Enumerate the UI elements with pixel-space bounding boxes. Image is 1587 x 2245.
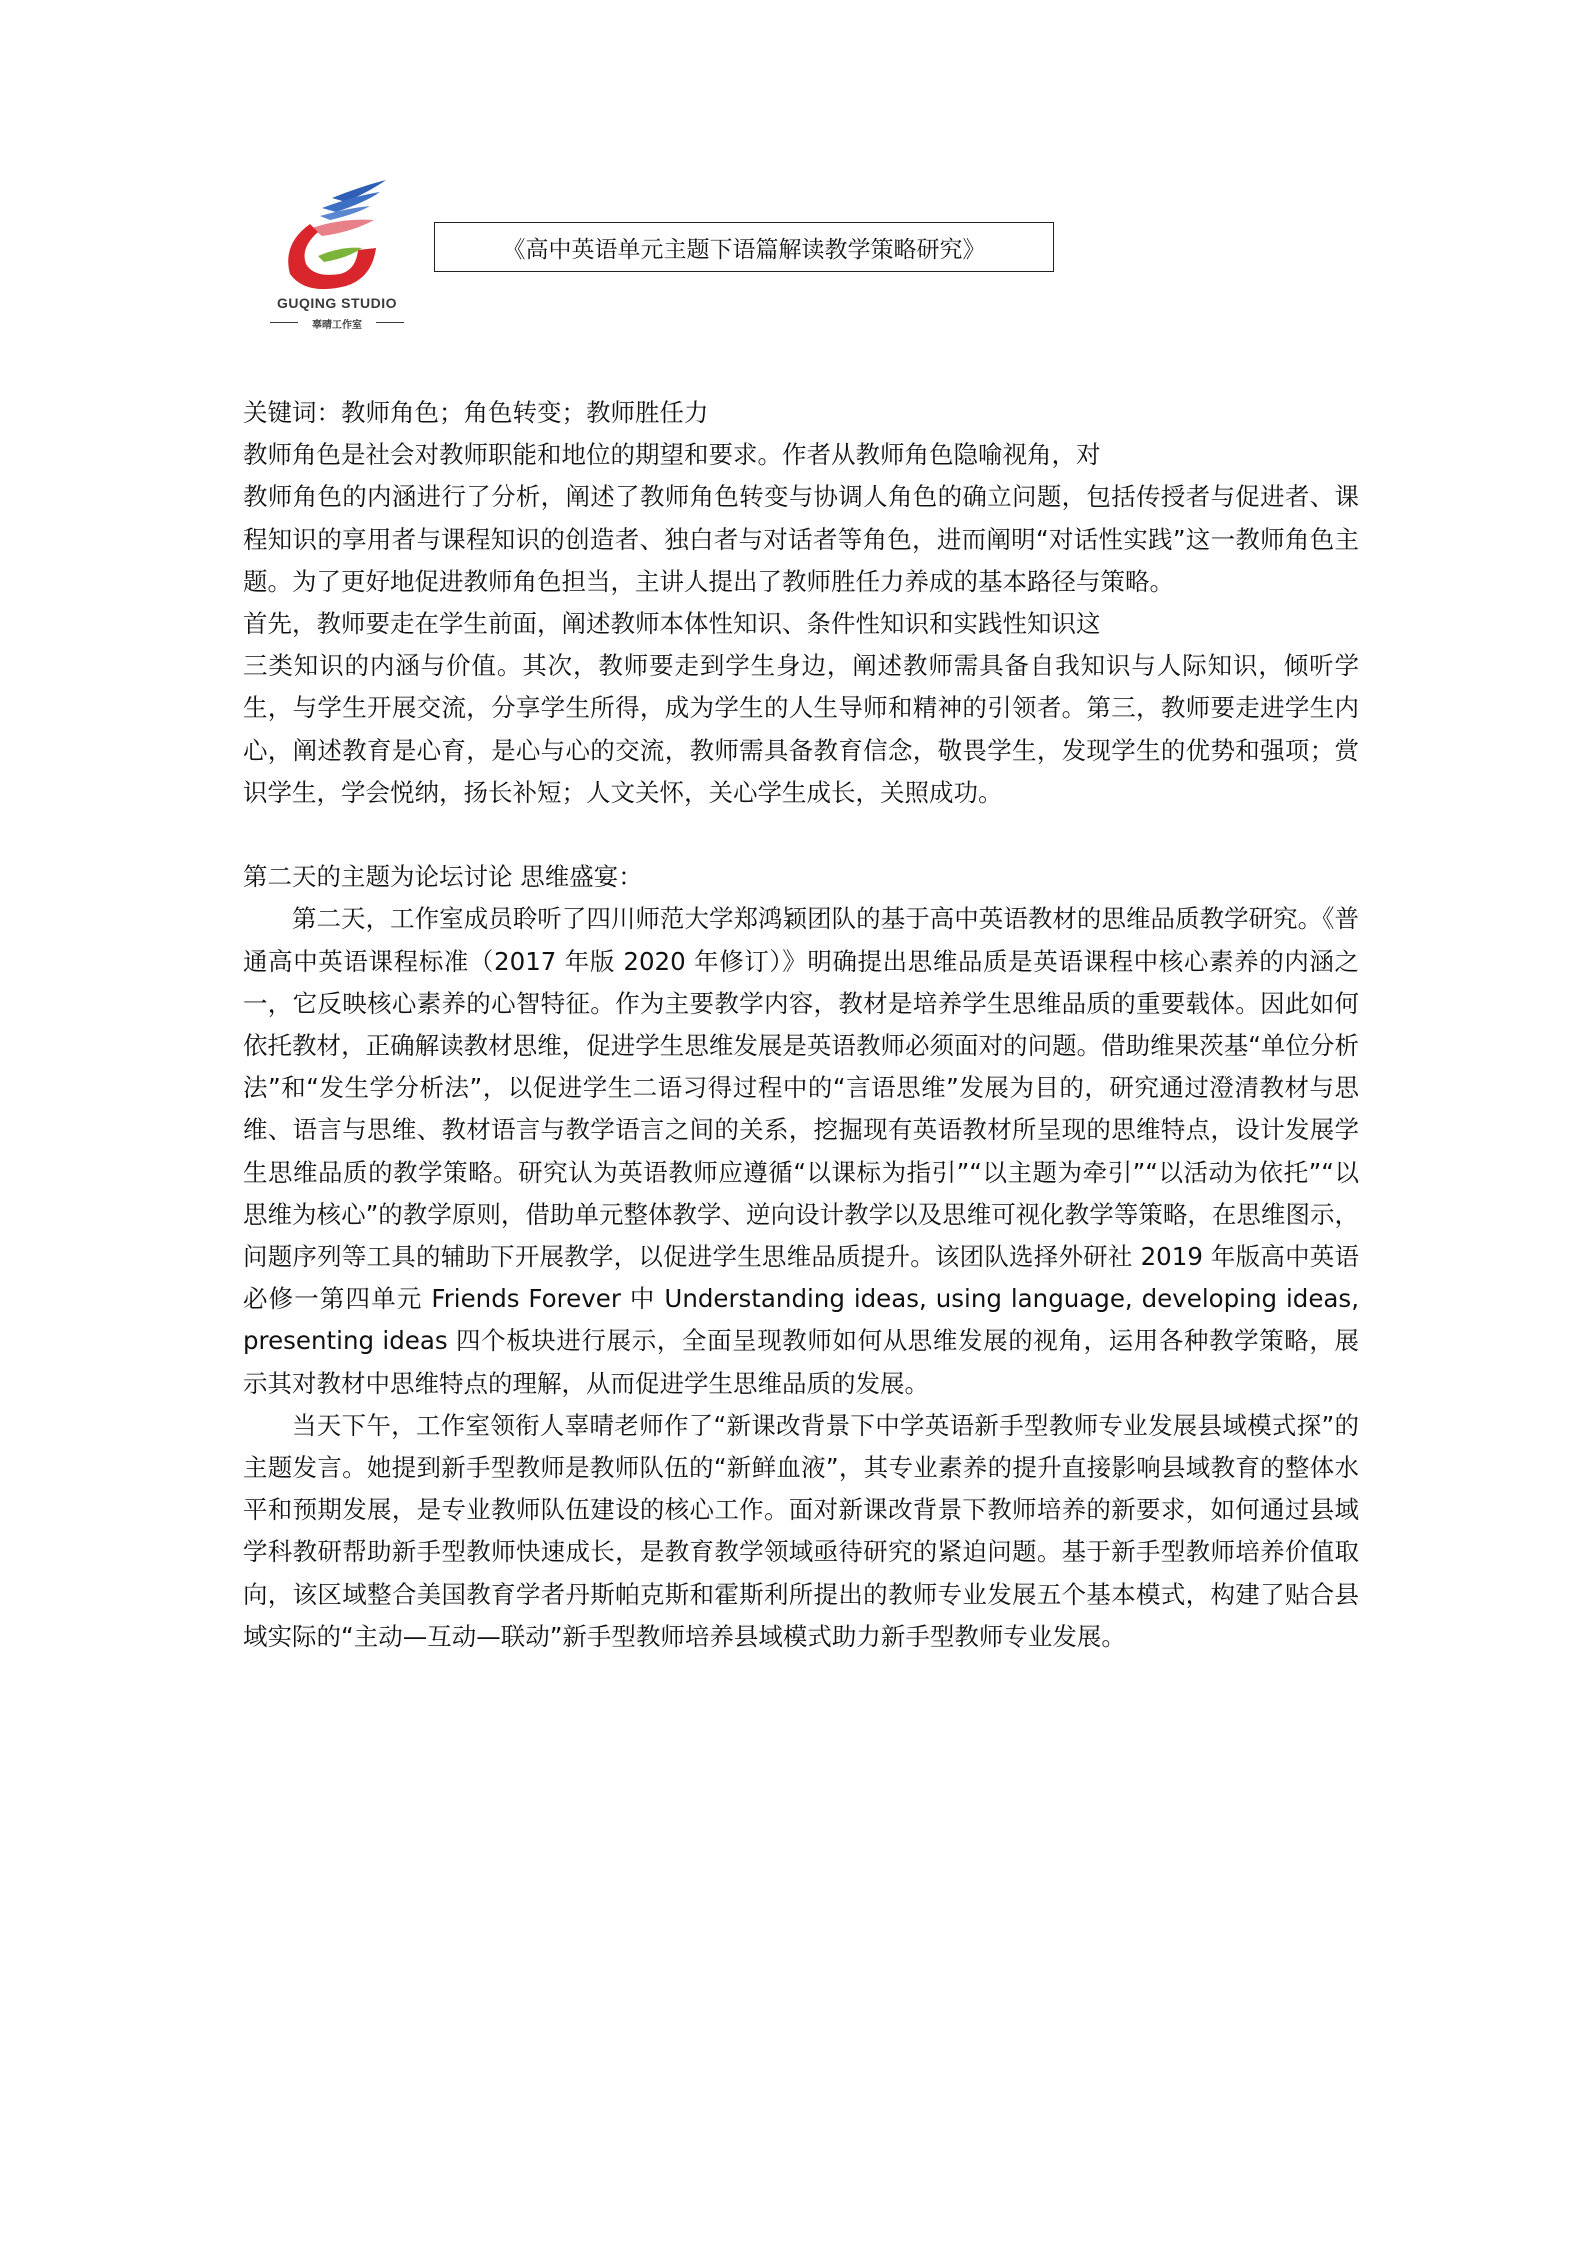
keywords-line: 关键词：教师角色；角色转变；教师胜任力 bbox=[243, 398, 709, 427]
body-paragraph: 教师角色的内涵进行了分析，阐述了教师角色转变与协调人角色的确立问题，包括传授者与促进者、课程知识的享用者与课程知识的创造者、独白者与对话者等角色，进而阐明“对话性实践”这一教师角色主题。为了更好地促进教师角色担当，主讲人提出了教师胜任力养成的基本路径与策略。 bbox=[243, 482, 1359, 596]
body-line: 首先，教师要走在学生前面，阐述教师本体性知识、条件性知识和实践性知识这 bbox=[243, 609, 1101, 639]
logo-dash-left bbox=[270, 322, 298, 323]
body-paragraph: 第二天，工作室成员聆听了四川师范大学郑鸿颖团队的基于高中英语教材的思维品质教学研究。《普通高中英语课程标准（2017 年版 2020 年修订）》明确提出思维品质是英语课程中核心素养的内涵之一，它反映核心素养的心智特征。作为主要教学内容，教材是培养学生思维品质的重要载体。因此如何依托教材，正确解读教材思维，促进学生思维发展是英语教师必须面对的问题。借助维果茨基“单位分析法”和“发生学分析法”，以促进学生二语习得过程中的“言语思维”发展为目的，研究通过澄清教材与思维、语言与思维、教材语言与教学语言之间的关系，挖掘现有英语教材所呈现的思维特点，设计发展学生思维品质的教学策略。研究认为英语教师应遵循“以课标为指引”“以主题为牵引”“以活动为依托”“以思维为核心”的教学原则，借助单元整体教学、逆向设计教学以及思维可视化教学等策略，在思维图示，问题序列等工具的辅助下开展教学，以促进学生思维品质提升。该团队选择外研社 2019 年版高中英语必修一第四单元 Friends Forever 中 Understanding ideas, using language, developing ideas, presenting ideas 四个板块进行展示，全面呈现教师如何从思维发展的视角，运用各种教学策略，展示其对教材中思维特点的理解，从而促进学生思维品质的发展。 bbox=[243, 904, 1359, 1398]
logo-wordmark-en: GUQING STUDIO bbox=[276, 295, 398, 311]
studio-logo bbox=[262, 178, 412, 331]
paragraph-spacer bbox=[243, 814, 1359, 856]
document-body bbox=[243, 392, 1359, 1658]
body-line: 教师角色是社会对教师职能和地位的期望和要求。作者从教师角色隐喻视角，对 bbox=[243, 440, 1101, 470]
logo-dash-right bbox=[376, 322, 404, 323]
document-title-box bbox=[434, 222, 1054, 272]
document-title: 《高中英语单元主题下语篇解读教学策略研究》 bbox=[502, 236, 986, 263]
section-heading: 第二天的主题为论坛讨论 思维盛宴： bbox=[243, 862, 643, 892]
body-paragraph: 当天下午，工作室领衔人辜晴老师作了“新课改背景下中学英语新手型教师专业发展县域模式探”的主题发言。她提到新手型教师是教师队伍的“新鲜血液”，其专业素养的提升直接影响县域教育的整体水平和预期发展，是专业教师队伍建设的核心工作。面对新课改背景下教师培养的新要求，如何通过县域学科教研帮助新手型教师快速成长，是教育教学领域亟待研究的紧迫问题。基于新手型教师培养价值取向，该区域整合美国教育学者丹斯帕克斯和霍斯利所提出的教师专业发展五个基本模式，构建了贴合县域实际的“主动—互动—联动”新手型教师培养县域模式助力新手型教师专业发展。 bbox=[243, 1410, 1359, 1651]
logo-wordmark-cn: 辜晴工作室 bbox=[312, 320, 362, 331]
body-paragraph: 三类知识的内涵与价值。其次，教师要走到学生身边，阐述教师需具备自我知识与人际知识，倾听学生，与学生开展交流，分享学生所得，成为学生的人生导师和精神的引领者。第三，教师要走进学生内心，阐述教育是心育，是心与心的交流，教师需具备教育信念，敬畏学生，发现学生的优势和强项；赏识学生，学会悦纳，扬长补短；人文关怀，关心学生成长，关照成功。 bbox=[243, 651, 1359, 807]
logo-wordmark-cn-row bbox=[262, 316, 412, 331]
logo-mark-icon bbox=[262, 178, 412, 296]
